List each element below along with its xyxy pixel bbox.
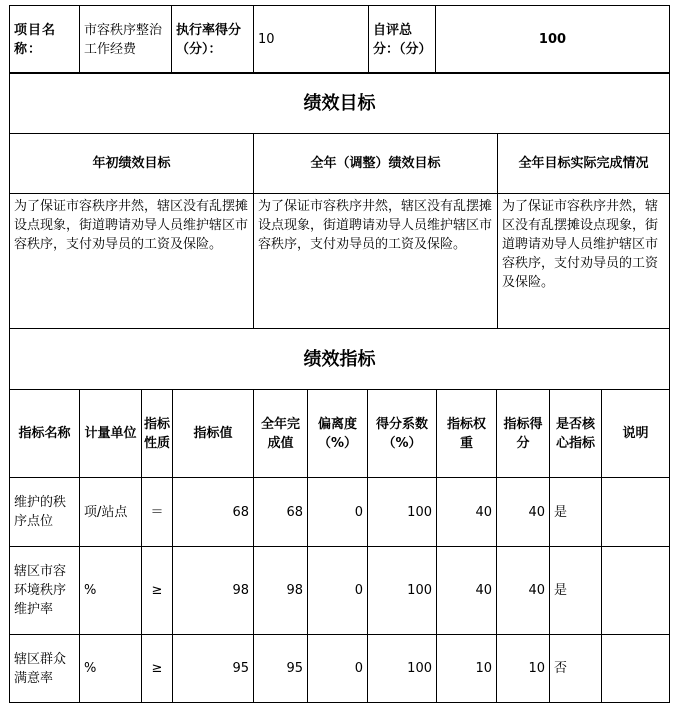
indicator-note	[602, 478, 670, 547]
indicator-weight: 40	[437, 547, 497, 635]
col-nature: 指标性质	[142, 390, 173, 478]
indicator-coefficient: 100	[368, 635, 437, 703]
indicator-target: 98	[173, 547, 254, 635]
indicator-note	[602, 547, 670, 635]
indicator-unit: 项/站点	[80, 478, 142, 547]
col-coefficient: 得分系数（%）	[368, 390, 437, 478]
goal-text-actual: 为了保证市容秩序井然，辖区没有乱摆摊设点现象，街道聘请劝导人员维护辖区市容秩序，支付劝导员的工资及保险。	[498, 194, 670, 329]
col-note: 说明	[602, 390, 670, 478]
indicator-actual: 95	[254, 635, 308, 703]
indicator-deviation: 0	[308, 478, 368, 547]
indicator-target: 95	[173, 635, 254, 703]
indicator-core: 是	[550, 478, 602, 547]
goal-col-initial: 年初绩效目标	[10, 134, 254, 194]
indicator-nature: ≥	[142, 635, 173, 703]
exec-rate-label: 执行率得分（分）：	[172, 6, 254, 74]
indicator-name: 辖区群众满意率	[10, 635, 80, 703]
indicator-weight: 10	[437, 635, 497, 703]
exec-rate-value: 10	[254, 6, 369, 74]
goal-text-adjusted: 为了保证市容秩序井然，辖区没有乱摆摊设点现象，街道聘请劝导人员维护辖区市容秩序，支付劝导员的工资及保险。	[254, 194, 498, 329]
indicator-weight: 40	[437, 478, 497, 547]
indicator-coefficient: 100	[368, 547, 437, 635]
indicator-nature: ≥	[142, 547, 173, 635]
goal-col-actual: 全年目标实际完成情况	[498, 134, 670, 194]
header-table	[9, 5, 670, 74]
indicator-score: 40	[497, 478, 550, 547]
indicator-target: 68	[173, 478, 254, 547]
indicator-name: 维护的秩序点位	[10, 478, 80, 547]
indicator-coefficient: 100	[368, 478, 437, 547]
indicator-core: 否	[550, 635, 602, 703]
goal-col-adjusted: 全年（调整）绩效目标	[254, 134, 498, 194]
project-name-value: 市容秩序整治工作经费	[80, 6, 172, 74]
col-score: 指标得分	[497, 390, 550, 478]
indicator-name: 辖区市容环境秩序维护率	[10, 547, 80, 635]
indicator-nature: ＝	[142, 478, 173, 547]
col-weight: 指标权重	[437, 390, 497, 478]
col-indicator-name: 指标名称	[10, 390, 80, 478]
indicators-title: 绩效指标	[10, 329, 670, 390]
project-name-label: 项目名称：	[10, 6, 80, 74]
indicator-deviation: 0	[308, 635, 368, 703]
indicator-actual: 98	[254, 547, 308, 635]
indicator-unit: %	[80, 635, 142, 703]
col-actual: 全年完成值	[254, 390, 308, 478]
goals-table	[9, 72, 670, 329]
indicator-score: 10	[497, 635, 550, 703]
indicator-unit: %	[80, 547, 142, 635]
indicator-core: 是	[550, 547, 602, 635]
indicator-score: 40	[497, 547, 550, 635]
indicator-note	[602, 635, 670, 703]
table-row	[10, 478, 670, 547]
goal-text-initial: 为了保证市容秩序井然，辖区没有乱摆摊设点现象，街道聘请劝导人员维护辖区市容秩序，支付劝导员的工资及保险。	[10, 194, 254, 329]
col-unit: 计量单位	[80, 390, 142, 478]
col-core: 是否核心指标	[550, 390, 602, 478]
col-target: 指标值	[173, 390, 254, 478]
table-row	[10, 547, 670, 635]
indicator-deviation: 0	[308, 547, 368, 635]
self-eval-value: 100	[436, 6, 670, 74]
goals-title: 绩效目标	[10, 73, 670, 134]
table-row	[10, 635, 670, 703]
self-eval-label: 自评总分：（分）	[369, 6, 436, 74]
header-row	[10, 6, 670, 74]
indicator-actual: 68	[254, 478, 308, 547]
indicators-table	[9, 328, 670, 703]
col-deviation: 偏离度（%）	[308, 390, 368, 478]
indicators-header-row	[10, 390, 670, 478]
